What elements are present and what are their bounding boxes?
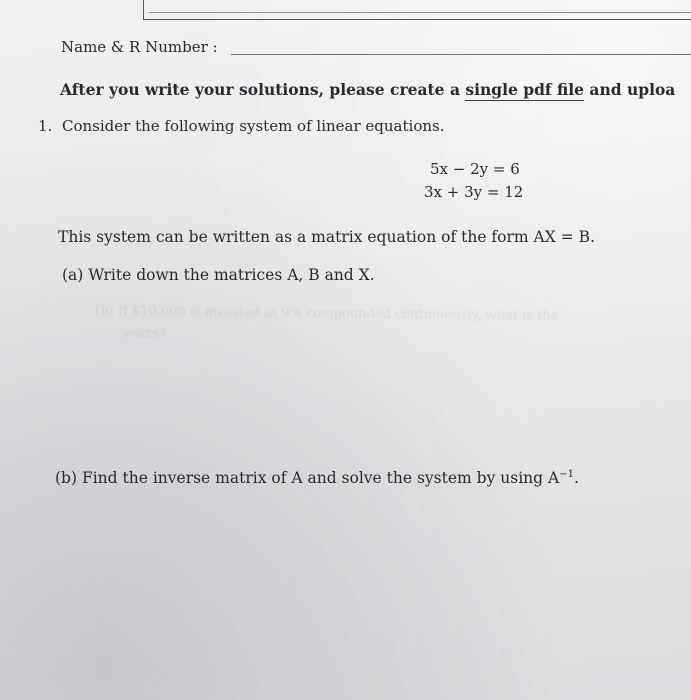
instruction-suffix: and uploa bbox=[584, 80, 676, 99]
question-text: Consider the following system of linear equations. bbox=[62, 117, 445, 135]
part-b-end: . bbox=[573, 469, 579, 487]
instruction-underlined: single pdf file bbox=[465, 80, 585, 99]
question-number: 1. bbox=[38, 117, 53, 135]
part-b-superscript: −1 bbox=[559, 469, 574, 480]
part-a-text: Write down the matrices A, B and X. bbox=[88, 266, 375, 284]
part-b bbox=[55, 469, 579, 487]
bleed-line-2: years? bbox=[122, 326, 166, 342]
name-field-line bbox=[231, 54, 691, 55]
instruction-prefix: After you write your solutions, please create a bbox=[60, 80, 466, 99]
part-b-text: Find the inverse matrix of A and solve the system by using A bbox=[81, 469, 560, 487]
top-frame-box bbox=[143, 0, 691, 20]
equation-2: 3x + 3y = 12 bbox=[424, 183, 524, 201]
name-field-label: Name & R Number : bbox=[61, 38, 218, 56]
bleed-line-1: (b) If $10,000 is invested at 9% compounded continuously, what is the bbox=[95, 303, 559, 324]
bleed-through-text bbox=[95, 301, 691, 357]
top-frame-rule bbox=[149, 12, 691, 13]
part-a bbox=[62, 266, 375, 284]
upload-instruction bbox=[60, 80, 675, 99]
part-b-label: (b) bbox=[55, 469, 78, 487]
part-a-label: (a) bbox=[62, 266, 84, 284]
matrix-form-paragraph: This system can be written as a matrix equation of the form AX = B. bbox=[58, 228, 595, 246]
equation-1: 5x − 2y = 6 bbox=[430, 160, 520, 178]
